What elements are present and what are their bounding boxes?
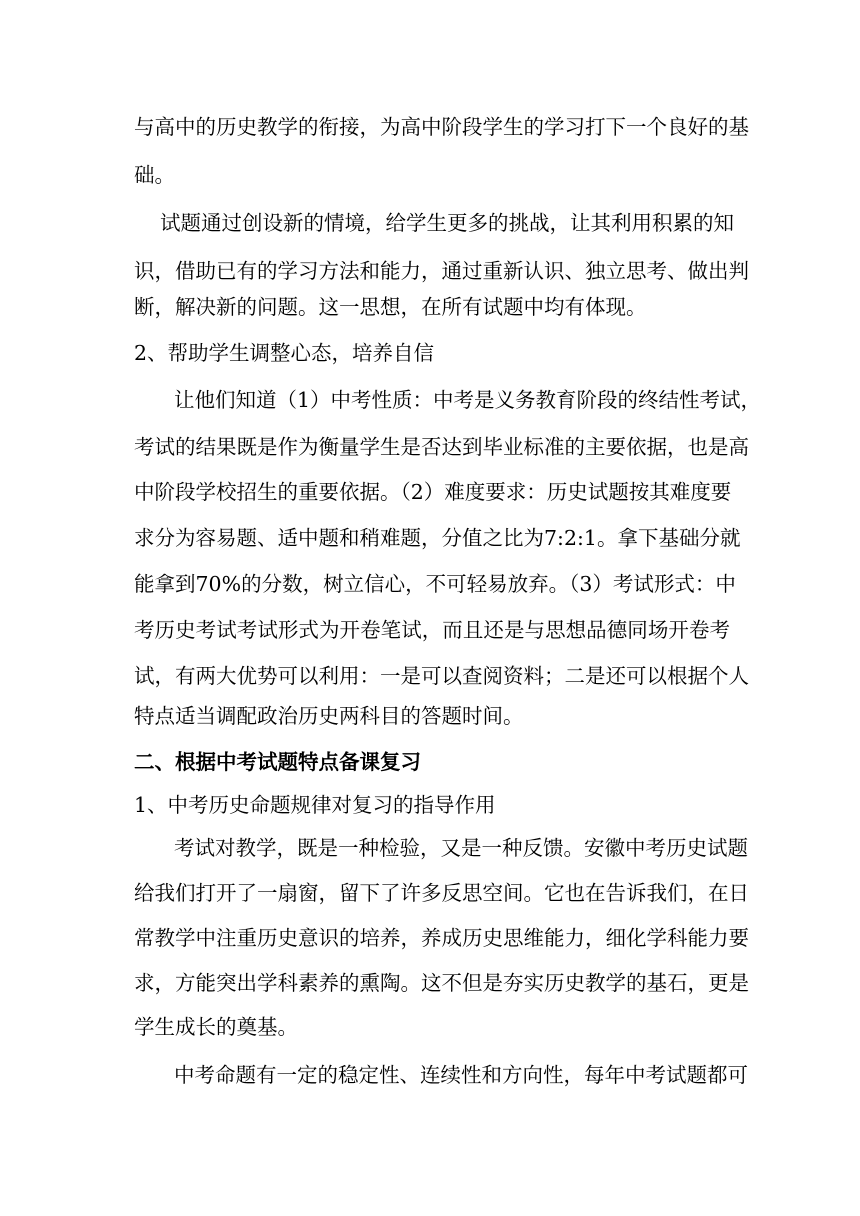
body-text-line: 考历史考试考试形式为开卷笔试，而且还是与思想品德同场开卷考 (134, 618, 730, 642)
body-text-line: 中阶段学校招生的重要依据。（2）难度要求：历史试题按其难度要 (134, 480, 732, 504)
body-text-line: 考试对教学，既是一种检验，又是一种反馈。安徽中考历史试题 (174, 836, 748, 860)
body-text-line: 试，有两大优势可以利用：一是可以查阅资料；二是还可以根据个人 (134, 664, 749, 688)
body-text-line: 让他们知道（1）中考性质：中考是义务教育阶段的终结性考试， (174, 388, 762, 412)
section-subheading: 2、帮助学生调整心态，培养自信 (134, 341, 435, 365)
body-text-line: 础。 (134, 163, 175, 187)
body-text-line: 试题通过创设新的情境，给学生更多的挑战，让其利用积累的知 (160, 211, 734, 235)
body-text-line: 能拿到70%的分数，树立信心，不可轻易放弃。（3）考试形式：中 (134, 572, 736, 596)
body-text-line: 常教学中注重历史意识的培养，养成历史思维能力，细化学科能力要 (134, 926, 749, 950)
body-text-line: 学生成长的奠基。 (134, 1015, 298, 1039)
body-text-line: 中考命题有一定的稳定性、连续性和方向性，每年中考试题都可 (174, 1063, 748, 1087)
body-text-line: 给我们打开了一扇窗，留下了许多反思空间。它也在告诉我们，在日 (134, 881, 749, 905)
section-heading: 二、根据中考试题特点备课复习 (134, 750, 421, 774)
body-text-line: 考试的结果既是作为衡量学生是否达到毕业标准的主要依据，也是高 (134, 435, 749, 459)
body-text-line: 求分为容易题、适中题和稍难题，分值之比为7:2:1。拿下基础分就 (134, 526, 741, 550)
body-text-line: 与高中的历史教学的衔接，为高中阶段学生的学习打下一个良好的基 (134, 115, 749, 139)
section-subheading: 1、中考历史命题规律对复习的指导作用 (134, 793, 496, 817)
body-text-line: 断，解决新的问题。这一思想，在所有试题中均有体现。 (134, 295, 647, 319)
body-text-line: 识，借助已有的学习方法和能力，通过重新认识、独立思考、做出判 (134, 259, 749, 283)
body-text-line: 特点适当调配政治历史两科目的答题时间。 (134, 704, 524, 728)
body-text-line: 求，方能突出学科素养的熏陶。这不但是夯实历史教学的基石，更是 (134, 971, 749, 995)
